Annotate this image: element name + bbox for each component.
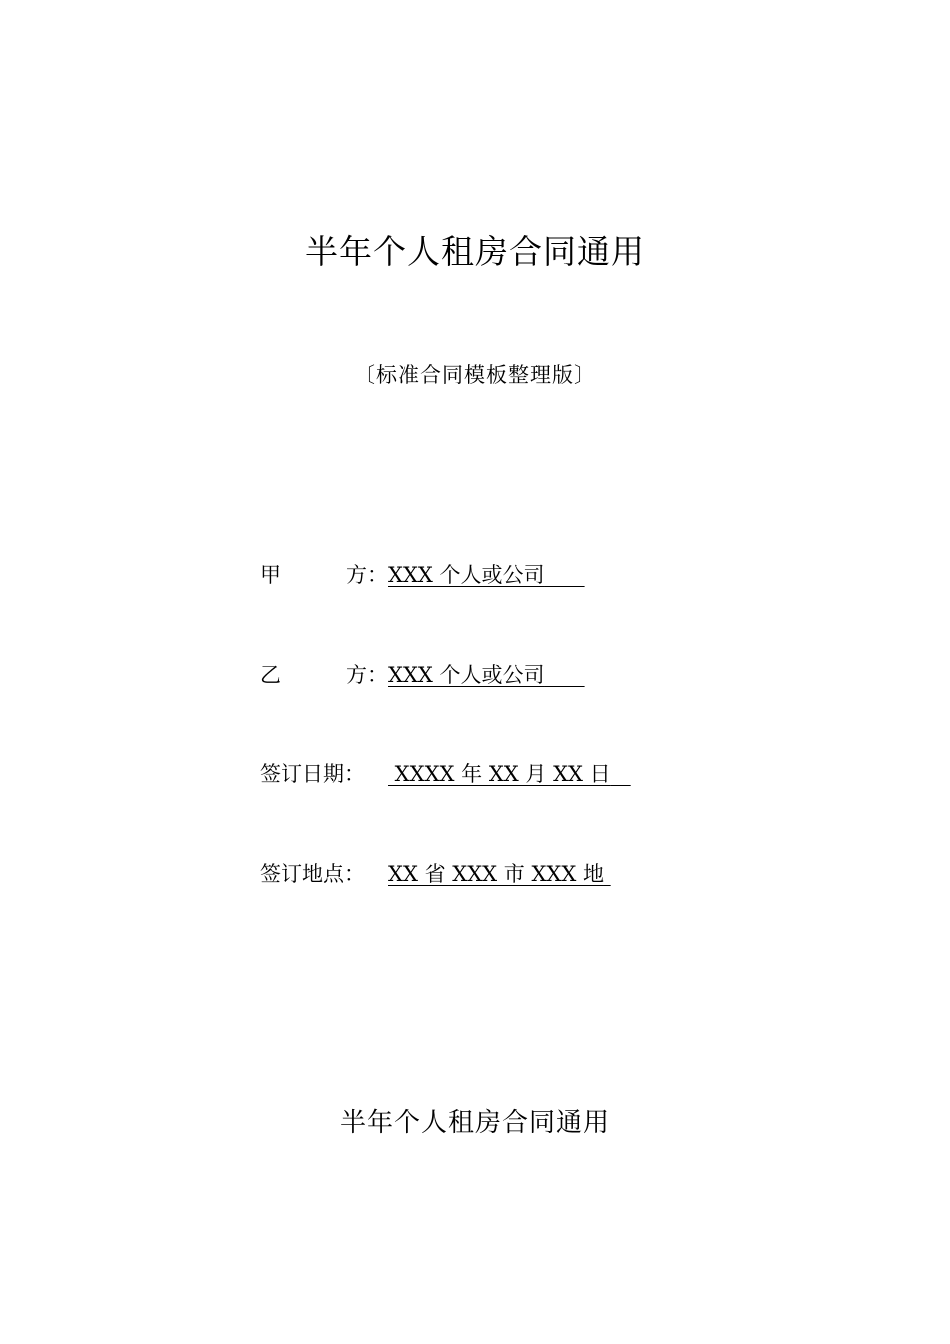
sign-place-value (388, 857, 611, 891)
sign-place-value-text: XX 省 XXX 市 XXX 地 (388, 862, 604, 886)
party-a-value (388, 558, 585, 592)
document-title: 半年个人租房合同通用 (305, 232, 645, 271)
party-a-label-first: 甲 (260, 563, 281, 587)
party-b-field (260, 658, 585, 692)
sign-date-value (388, 757, 631, 791)
party-b-value-text: XXX 个人或公司 (388, 663, 545, 687)
party-a-label-last: 方： (346, 563, 388, 587)
footer-title: 半年个人租房合同通用 (339, 1108, 610, 1138)
party-a-value-text: XXX 个人或公司 (388, 563, 545, 587)
sign-date-field (260, 757, 631, 791)
sign-date-value-text: XXXX 年 XX 月 XX 日 (388, 762, 611, 786)
party-b-label-first: 乙 (260, 663, 281, 687)
sign-place-field (260, 857, 611, 891)
party-a-field (260, 558, 585, 592)
party-b-label-last: 方： (346, 663, 388, 687)
party-a-label (260, 558, 388, 592)
sign-date-label: 签订日期： (260, 762, 365, 786)
party-b-value (388, 658, 585, 692)
sign-place-label: 签订地点： (260, 862, 365, 886)
party-b-label (260, 658, 388, 692)
document-subtitle: 〔标准合同模板整理版〕 (354, 363, 596, 387)
